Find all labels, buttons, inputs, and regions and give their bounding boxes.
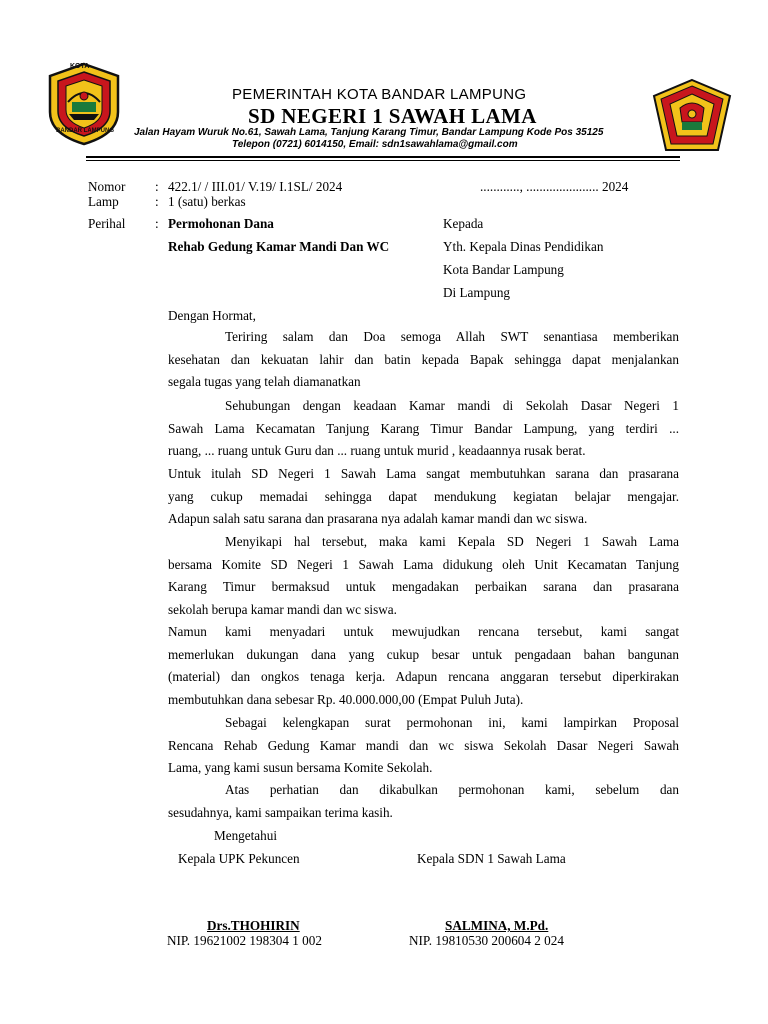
paragraph-1 bbox=[168, 326, 679, 394]
header-divider-thin bbox=[86, 160, 680, 161]
paragraph-line: Lama, yang kami susun bersama Komite Sekolah. bbox=[168, 760, 433, 776]
right-signatory-title: Kepala SDN 1 Sawah Lama bbox=[417, 851, 566, 866]
paragraph-line: Sehubungan dengan keadaan Kamar mandi di Sekolah Dasar Negeri 1 bbox=[225, 398, 679, 413]
recipient-line-3: Kota Bandar Lampung bbox=[443, 262, 564, 277]
paragraph-line: Karang Timur bermaksud untuk mengadakan perbaikan sarana dan prasarana bbox=[168, 579, 679, 595]
header-divider bbox=[86, 156, 680, 158]
nomor-separator: : bbox=[155, 179, 159, 194]
right-signatory-name: SALMINA, M.Pd. bbox=[445, 918, 549, 933]
lamp-label: Lamp bbox=[88, 194, 119, 209]
paragraph-line: memerlukan dukungan dana yang cukup besar untuk pengadaan bahan bangunan bbox=[168, 646, 679, 662]
greeting: Dengan Hormat, bbox=[168, 308, 256, 323]
school-address: Jalan Hayam Wuruk No.61, Sawah Lama, Tanjung Karang Timur, Bandar Lampung Kode Pos 35125 bbox=[134, 127, 604, 138]
perihal-line-1: Permohonan Dana bbox=[168, 216, 274, 231]
paragraph-line: Rencana Rehab Gedung Kamar mandi dan wc siswa Sekolah Dasar Negeri Sawah bbox=[168, 737, 679, 753]
paragraph-line: Sebagai kelengkapan surat permohonan ini, kami lampirkan Proposal bbox=[225, 715, 679, 730]
left-signatory-name: Drs.THOHIRIN bbox=[207, 918, 300, 933]
paragraph-5 bbox=[168, 621, 679, 711]
paragraph-2 bbox=[168, 395, 679, 463]
recipient-line-1: Kepada bbox=[443, 216, 484, 231]
recipient-line-2: Yth. Kepala Dinas Pendidikan bbox=[443, 239, 604, 254]
paragraph-line: (material) dan ongkos tenaga kerja. Adapun rencana anggaran tersebut diperkirakan bbox=[168, 669, 679, 685]
paragraph-line: bersama Komite SD Negeri 1 Sawah Lama didukung oleh Unit Kecamatan Tanjung bbox=[168, 556, 679, 572]
paragraph-line: ruang, ... ruang untuk Guru dan ... ruang untuk murid , keadaannya rusak berat. bbox=[168, 443, 586, 459]
nomor-label: Nomor bbox=[88, 179, 126, 194]
lamp-value: 1 (satu) berkas bbox=[168, 194, 246, 209]
recipient-line-4: Di Lampung bbox=[443, 285, 511, 300]
paragraph-line: Teriring salam dan Doa semoga Allah SWT senantiasa memberikan bbox=[225, 329, 679, 344]
paragraph-line: sesudahnya, kami sampaikan terima kasih. bbox=[168, 804, 393, 820]
right-signatory-nip: NIP. 19810530 200604 2 024 bbox=[409, 933, 564, 948]
paragraph-line: yang cukup memadai sehingga dapat mendukung kegiatan belajar mengajar. bbox=[168, 488, 679, 504]
nomor-value: 422.1/ / III.01/ V.19/ I.1SL/ 2024 bbox=[168, 179, 343, 194]
school-name: SD NEGERI 1 SAWAH LAMA bbox=[248, 104, 537, 128]
perihal-label: Perihal bbox=[88, 216, 126, 231]
letter-date: ............, ...................... 2024 bbox=[480, 179, 629, 194]
school-contact: Telepon (0721) 6014150, Email: sdn1sawahlama@gmail.com bbox=[232, 139, 518, 150]
paragraph-7 bbox=[168, 779, 679, 824]
paragraph-4 bbox=[168, 531, 679, 621]
paragraph-line: segala tugas yang telah diamanatkan bbox=[168, 374, 361, 390]
perihal-separator: : bbox=[155, 216, 159, 231]
paragraph-line: Adapun salah satu sarana dan prasarana nya adalah kamar mandi dan wc siswa. bbox=[168, 511, 588, 527]
paragraph-line: Untuk itulah SD Negeri 1 Sawah Lama sangat membutuhkan sarana dan prasarana bbox=[168, 466, 679, 481]
lamp-separator: : bbox=[155, 194, 159, 209]
perihal-line-2: Rehab Gedung Kamar Mandi Dan WC bbox=[168, 239, 390, 254]
logo-text-bottom: BANDAR LAMPUNG bbox=[56, 128, 114, 134]
paragraph-6 bbox=[168, 712, 679, 780]
paragraph-line: membutuhkan dana sebesar Rp. 40.000.000,00 (Empat Puluh Juta). bbox=[168, 691, 524, 707]
paragraph-3 bbox=[168, 463, 679, 531]
paragraph-line: sekolah berupa kamar mandi dan wc siswa. bbox=[168, 601, 397, 617]
paragraph-line: Atas perhatian dan dikabulkan permohonan kami, sebelum dan bbox=[225, 782, 679, 797]
logo-text-top: KOTA bbox=[70, 63, 90, 70]
lampung-province-logo-icon bbox=[652, 78, 732, 152]
paragraph-line: kesehatan dan kekuatan lahir dan batin kepada Bapak sehingga dapat menjalankan bbox=[168, 351, 679, 367]
paragraph-line: Sawah Lama Kecamatan Tanjung Karang Timur Bandar Lampung, yang terdiri ... bbox=[168, 420, 679, 436]
acknowledge-label: Mengetahui bbox=[214, 828, 277, 843]
paragraph-line: Menyikapi hal tersebut, maka kami Kepala SD Negeri 1 Sawah Lama bbox=[225, 534, 679, 549]
left-signatory-nip: NIP. 19621002 198304 1 002 bbox=[167, 933, 322, 948]
paragraph-line: Namun kami menyadari untuk mewujudkan rencana tersebut, kami sangat bbox=[168, 624, 679, 639]
government-title: PEMERINTAH KOTA BANDAR LAMPUNG bbox=[232, 86, 527, 103]
left-signatory-title: Kepala UPK Pekuncen bbox=[178, 851, 300, 866]
